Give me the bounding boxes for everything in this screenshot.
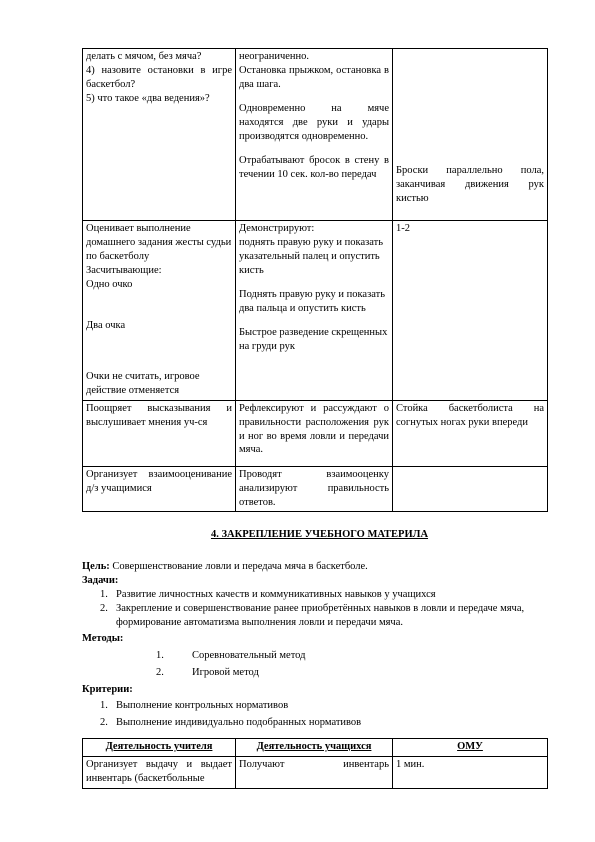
list-text: Выполнение контрольных нормативов — [116, 699, 289, 711]
list-item — [82, 602, 557, 630]
list-item — [82, 649, 557, 663]
cell-text: Очки не считать, игровое действие отменяется — [86, 370, 200, 396]
cell-text: 4) назовите остановки в игре баскетбол? — [86, 64, 232, 90]
list-text: Игровой метод — [192, 666, 259, 678]
table-cell — [393, 756, 548, 788]
list-item — [82, 716, 557, 730]
cell-text: Поднять правую руку и показать два пальца и опустить кисть — [239, 288, 385, 314]
goal-text: Совершенствование ловли и передача мяча в баскетболе. — [109, 560, 368, 572]
list-number: 2. — [100, 602, 108, 614]
column-header: Деятельность учащихся — [236, 739, 393, 757]
table-row — [83, 49, 548, 221]
cell-text: Проводят взаимооценку анализируют правильность ответов. — [239, 468, 389, 508]
tasks-list — [82, 588, 557, 630]
table-row — [83, 756, 548, 788]
cell-text: Засчитывающие: — [86, 264, 162, 276]
list-text: Развитие личностных качеств и коммуникативных навыков у учащихся — [116, 588, 436, 600]
table-cell — [236, 466, 393, 512]
cell-text: Поощряет высказывания и выслушивает мнения уч-ся — [86, 402, 232, 428]
table-cell — [236, 49, 393, 221]
cell-text: Организует выдачу и выдает инвентарь (баскетбольные — [86, 758, 232, 784]
cell-text: Организует взаимооценивание д/з учащимися — [86, 468, 232, 494]
list-number: 1. — [100, 588, 108, 600]
cell-text: Демонстрируют: — [239, 223, 315, 234]
table-cell — [83, 49, 236, 221]
cell-text: 1 мин. — [396, 758, 425, 770]
cell-text: Рефлексируют и рассуждают о правильности расположения рук и ног во время ловли и передачи мяча. — [239, 402, 389, 456]
list-number: 1. — [156, 649, 164, 661]
list-text: Соревновательный метод — [192, 649, 306, 661]
table-cell — [393, 466, 548, 512]
list-item — [82, 666, 557, 680]
cell-text: Одно очко — [86, 278, 133, 290]
table-cell — [236, 756, 393, 788]
table-cell — [83, 756, 236, 788]
list-number: 2. — [156, 666, 164, 678]
table-header-row — [83, 739, 548, 757]
cell-text: делать с мячом, без мяча? — [86, 51, 202, 62]
table-cell — [393, 221, 548, 401]
table-cell — [236, 221, 393, 401]
cell-text: Одновременно на мяче находятся две руки и удары производятся одновременно. — [239, 102, 389, 142]
list-text: Выполнение индивидуально подобранных нормативов — [116, 717, 362, 729]
table-cell — [236, 400, 393, 466]
list-item — [82, 588, 557, 602]
cell-text: Оценивает выполнение домашнего задания жесты судьи по баскетболу — [86, 223, 232, 262]
goal-line — [82, 560, 557, 574]
table-cell — [83, 400, 236, 466]
cell-text: 1-2 — [396, 223, 410, 234]
cell-text: Два очка — [86, 319, 126, 331]
table-row — [83, 400, 548, 466]
criteria-label: Критерии: — [82, 683, 133, 695]
activity-table-bottom — [82, 738, 548, 789]
column-header: ОМУ — [393, 739, 548, 757]
tasks-label: Задачи: — [82, 574, 119, 586]
section-consolidation — [82, 528, 557, 730]
cell-text: Получают инвентарь — [239, 758, 389, 770]
section-heading: 4. ЗАКРЕПЛЕНИЕ УЧЕБНОГО МАТЕРИЛА — [210, 529, 429, 540]
methods-list — [82, 649, 557, 680]
column-header: Деятельность учителя — [83, 739, 236, 757]
list-number: 1. — [100, 699, 108, 711]
goal-label: Цель: — [82, 560, 110, 572]
activity-table-top — [82, 48, 548, 512]
criteria-list — [82, 699, 557, 731]
cell-text: Быстрое разведение скрещенных на груди рук — [239, 326, 388, 352]
table-row — [83, 466, 548, 512]
table-cell — [83, 466, 236, 512]
list-number: 2. — [100, 717, 108, 729]
methods-label: Методы: — [82, 632, 124, 644]
table-cell — [83, 221, 236, 401]
cell-text: Стойка баскетболиста на согнутых ногах руки впереди — [396, 402, 544, 428]
table-cell — [393, 49, 548, 221]
cell-text: 5) что такое «два ведения»? — [86, 92, 210, 104]
table-cell — [393, 400, 548, 466]
cell-text: Отрабатывают бросок в стену в течении 10 сек. кол-во передач — [239, 154, 389, 180]
list-text: Закрепление и совершенствование ранее приобретённых навыков в ловли и передаче мяча, формирование автоматизма выполнения ловли и передачи мяча. — [116, 602, 525, 628]
table-row — [83, 221, 548, 401]
cell-text: неограниченно. — [239, 51, 310, 62]
cell-text: поднять правую руку и показать указательный палец и опустить кисть — [239, 236, 384, 276]
cell-text: Броски параллельно пола, заканчивая движения рук кистью — [396, 165, 544, 204]
cell-text: Остановка прыжком, остановка в два шага. — [239, 64, 389, 90]
list-item — [82, 699, 557, 713]
